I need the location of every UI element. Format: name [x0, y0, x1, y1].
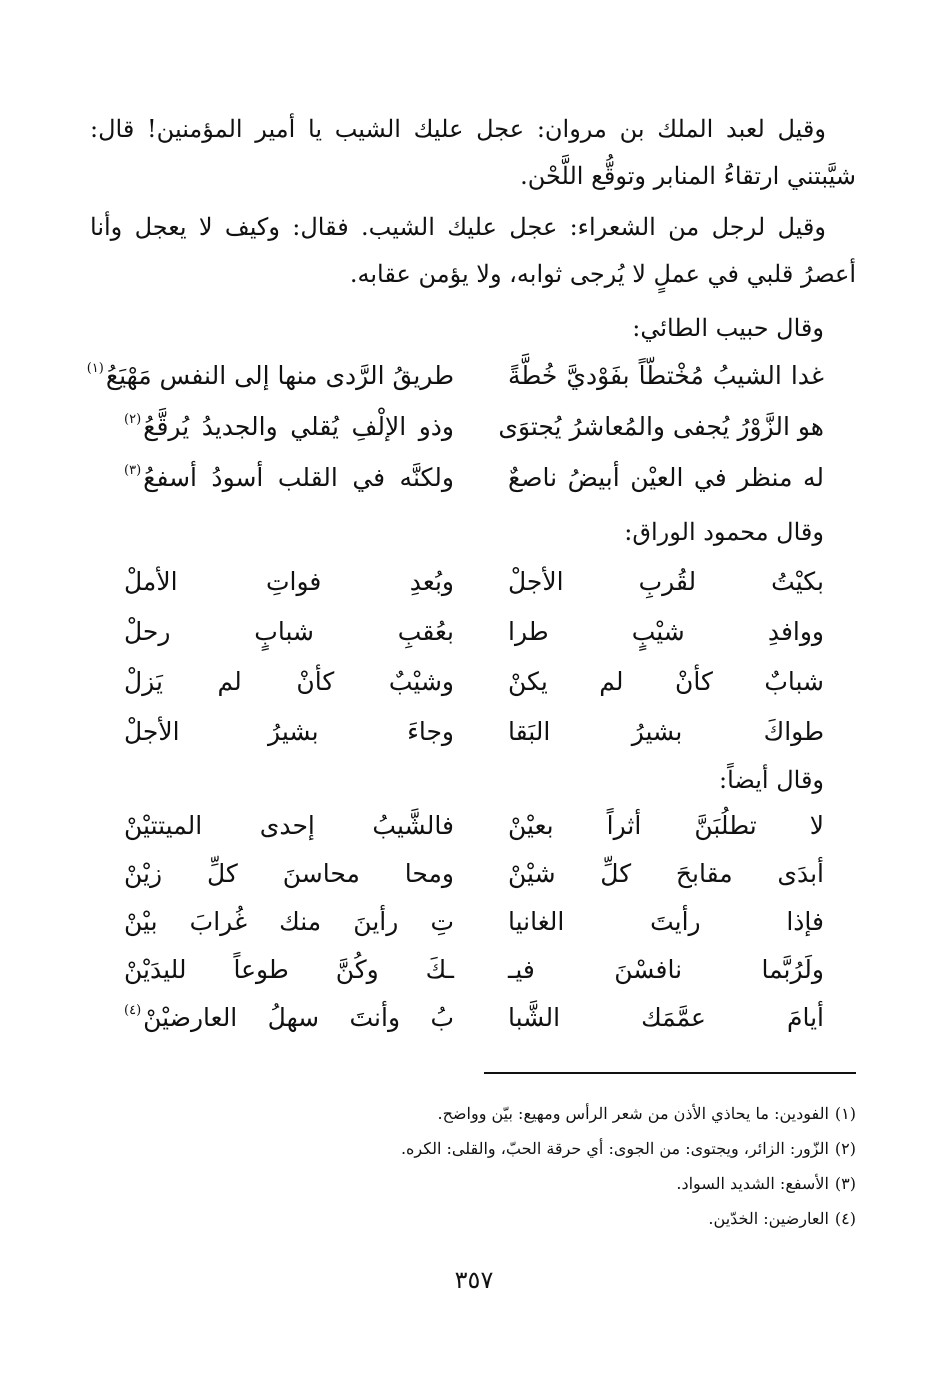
footnotes-list [90, 1096, 856, 1236]
poem-also [124, 800, 824, 1040]
footnote-text: الأسفع: الشديد السواد. [676, 1174, 829, 1193]
first-hemistich: بكيْتُ لقُربِ الأجلْ [508, 567, 824, 596]
first-hemistich: شبابٌ كأنْ لم يكنْ [508, 667, 824, 696]
verse-line [124, 800, 824, 848]
footnote-number: (٣) [834, 1174, 856, 1193]
footnote-item [90, 1201, 856, 1236]
second-hemistich: وجاءَ بشيرُ الأجلْ [124, 717, 454, 746]
poem-habib [86, 350, 824, 503]
verse-line [124, 848, 824, 896]
second-hemistich [124, 992, 454, 1043]
second-hemistich [86, 350, 454, 401]
first-hemistich: فإذا رأيتَ الغانيا [508, 907, 824, 936]
footnote-text: الفودين: ما يحاذي الأذن من شعر الرأس ومهيع: بيّن وواضح. [437, 1104, 829, 1123]
second-hemistich: فالشَّيبُ إحدى الميتتيْنْ [124, 811, 454, 840]
first-hemistich: غدا الشيبُ مُخْتطّاً بفَوْديَّ خُطَّةً [508, 361, 824, 390]
footnote-divider [484, 1072, 856, 1074]
poem-intro-also: وقال أيضاً: [719, 766, 824, 794]
second-hemistich: بعُقبِ شبابٍ رحلْ [124, 617, 454, 646]
hemistich-text: وذو الإلْفِ يُقلي والجديدُ يُرقَّعُ [143, 412, 454, 441]
second-hemistich: تِ رأينَ منك غُرابَ بيْنْ [124, 907, 454, 936]
footnote-text: العارضين: الخدّين. [708, 1209, 829, 1228]
poem-intro-habib: وقال حبيب الطائي: [632, 314, 824, 342]
second-hemistich: ـكَ وكُنَّ طوعاً لليدَيْنْ [124, 955, 454, 984]
second-hemistich: وبُعدِ فواتِ الأملْ [124, 567, 454, 596]
first-hemistich: طواكَ بشيرُ البَقا [508, 717, 824, 746]
verse-line [124, 992, 824, 1040]
first-hemistich: لا تطلُبَنَّ أثراً بعيْنْ [508, 811, 824, 840]
first-hemistich: ولَرُبَّما نافسْنَ فيـ [508, 955, 824, 984]
verse-line [124, 706, 824, 756]
footnote-marker: (٢) [124, 412, 142, 427]
first-hemistich: هو الزَّوْرُ يُجفى والمُعاشرُ يُجتوَى [498, 412, 824, 441]
footnote-item [90, 1166, 856, 1201]
footnote-marker: (١) [86, 361, 104, 376]
verse-line [124, 944, 824, 992]
verse-line [124, 606, 824, 656]
footnote-marker: (٣) [124, 463, 142, 478]
hemistich-text: ولكنَّه في القلب أسودُ أسفعُ [143, 463, 454, 492]
hemistich-text: بُ وأنتَ سهلُ العارضيْنْ [143, 1003, 454, 1032]
second-hemistich: ومحا محاسنَ كلِّ زيْنْ [124, 859, 454, 888]
poem-warraq [124, 556, 824, 756]
first-hemistich: له منظر في العيْن أبيضُ ناصعٌ [508, 463, 824, 492]
first-hemistich: أبدَى مقابحَ كلِّ شيْنْ [508, 859, 824, 888]
page-number: ٣٥٧ [454, 1266, 494, 1294]
footnote-number: (١) [834, 1104, 856, 1123]
first-hemistich: ووافدِ شيْبٍ طرا [508, 617, 824, 646]
verse-line [124, 896, 824, 944]
paragraph-abdulmalik-anecdote: وقيل لعبد الملك بن مروان: عجل عليك الشيب يا أمير المؤمنين! قال: شيَّبتني ارتقاءُ المنابر وتوقُّع اللَّحْن. [90, 115, 856, 190]
second-hemistich [124, 401, 454, 452]
footnote-number: (٤) [834, 1209, 856, 1228]
footnote-item [90, 1096, 856, 1131]
second-hemistich: وشيْبٌ كأنْ لم يَزلْ [124, 667, 454, 696]
poem-intro-warraq: وقال محمود الوراق: [624, 518, 824, 546]
paragraph-poet-anecdote: وقيل لرجل من الشعراء: عجل عليك الشيب. فقال: وكيف لا يعجل وأنا أعصرُ قلبي في عملٍ لا يُرجى ثوابه، ولا يؤمن عقابه. [90, 213, 856, 288]
first-hemistich: أيامَ عمَّمَك الشَّبا [508, 1003, 824, 1032]
second-hemistich [124, 452, 454, 503]
verse-line [124, 656, 824, 706]
verse-line [124, 452, 824, 503]
verse-line [124, 401, 824, 452]
footnote-text: الزّور: الزائر، ويجتوى: من الجوى: أي حرقة الحبّ، والقلى: الكره. [400, 1139, 829, 1158]
verse-line [124, 556, 824, 606]
footnote-marker: (٤) [124, 1003, 142, 1018]
verse-line [86, 350, 824, 401]
hemistich-text: طريقُ الرَّدى منها إلى النفس مَهْيَعُ [105, 361, 454, 390]
footnote-item [90, 1131, 856, 1166]
footnote-number: (٢) [834, 1139, 856, 1158]
